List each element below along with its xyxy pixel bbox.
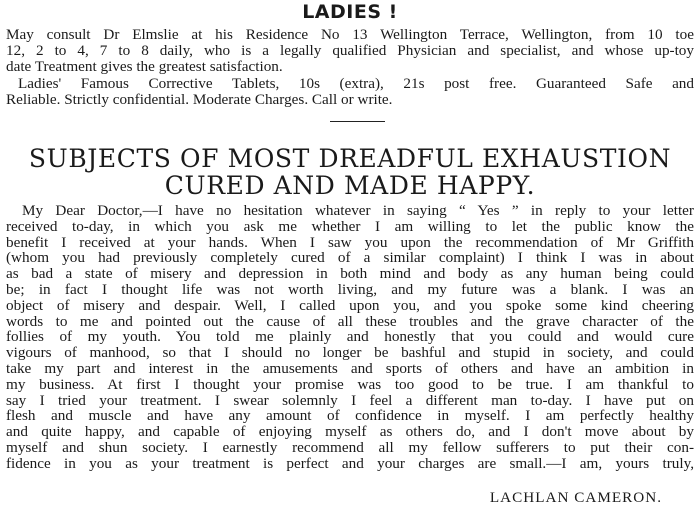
notice-line: May consult Dr Elmslie at his Residence No 13 Wellington Terrace, Wellington, from 10 toe bbox=[6, 27, 694, 43]
letter-line: (whom you had previously completely cured of a similar complaint) I think I was in about bbox=[6, 250, 694, 267]
letter-line: received to-day, in which you ask me whether I am willing to let the public know the bbox=[6, 218, 694, 235]
section-divider bbox=[330, 121, 385, 122]
letter-line: My Dear Doctor,—I have no hesitation whatever in saying “ Yes ” in reply to your letter bbox=[22, 203, 694, 219]
notice-line: date Treatment gives the greatest satisfaction. bbox=[6, 58, 283, 75]
letter-line: and quite happy, and capable of enjoying myself as others do, and I don't move about by bbox=[6, 424, 694, 440]
letter-line: be; in fact I thought life was not worth living, and my future was a blank. I was an bbox=[6, 281, 694, 298]
notice-line: Ladies' Famous Corrective Tablets, 10s (extra), 21s post free. Guaranteed Safe and bbox=[18, 76, 694, 92]
letter-line: words to me and pointed out the cause of all these troubles and the grave character of the bbox=[6, 313, 694, 330]
letter-line: benefit I received at your hands. When I saw you upon the recommendation of Mr Griffith bbox=[6, 234, 694, 251]
letter-line: my business. At first I thought your promise was too good to be true. I am thankful to bbox=[6, 376, 694, 393]
letter-line: flesh and muscle and have any amount of confidence in myself. I am perfectly healthy bbox=[6, 408, 694, 425]
article-headline: SUBJECTS OF MOST DREADFUL EXHAUSTION bbox=[28, 144, 672, 173]
notice-paragraph-2 bbox=[6, 76, 694, 108]
notice-line: 12, 2 to 4, 7 to 8 daily, who is a legally qualified Physician and specialist, and whose up-toy bbox=[6, 42, 694, 59]
letter-line: fidence in you as your treatment is perfect and your charges are small.—I am, yours truly, bbox=[6, 455, 694, 472]
letter-line: object of misery and despair. Well, I called upon you, and you spoke some kind cheering bbox=[6, 297, 694, 314]
letter-line: say I tried your treatment. I swear solemnly I feel a different man to-day. I have put on bbox=[6, 392, 694, 409]
letter-signature: LACHLAN CAMERON. bbox=[489, 489, 662, 506]
testimonial-letter bbox=[6, 203, 694, 472]
notice-paragraph-1 bbox=[6, 27, 694, 74]
notice-title: LADIES ! bbox=[302, 1, 398, 23]
article-subheadline: CURED AND MADE HAPPY. bbox=[164, 171, 536, 200]
letter-line: myself and shun society. I earnestly recommend all my fellow sufferers to put their con- bbox=[6, 439, 694, 456]
notice-line: Reliable. Strictly confidential. Moderate Charges. Call or write. bbox=[6, 91, 393, 108]
letter-line: as bad a state of misery and depression in both mind and body as any human being could bbox=[6, 266, 694, 282]
letter-line: take my part and interest in the amusements and sports of others and have an ambition in bbox=[6, 360, 694, 377]
letter-line: vigours of manhood, so that I should no longer be bashful and stupid in society, and could bbox=[6, 345, 694, 361]
letter-line: follies of my youth. You told me plainly and honestly that you could and would cure bbox=[6, 329, 694, 346]
